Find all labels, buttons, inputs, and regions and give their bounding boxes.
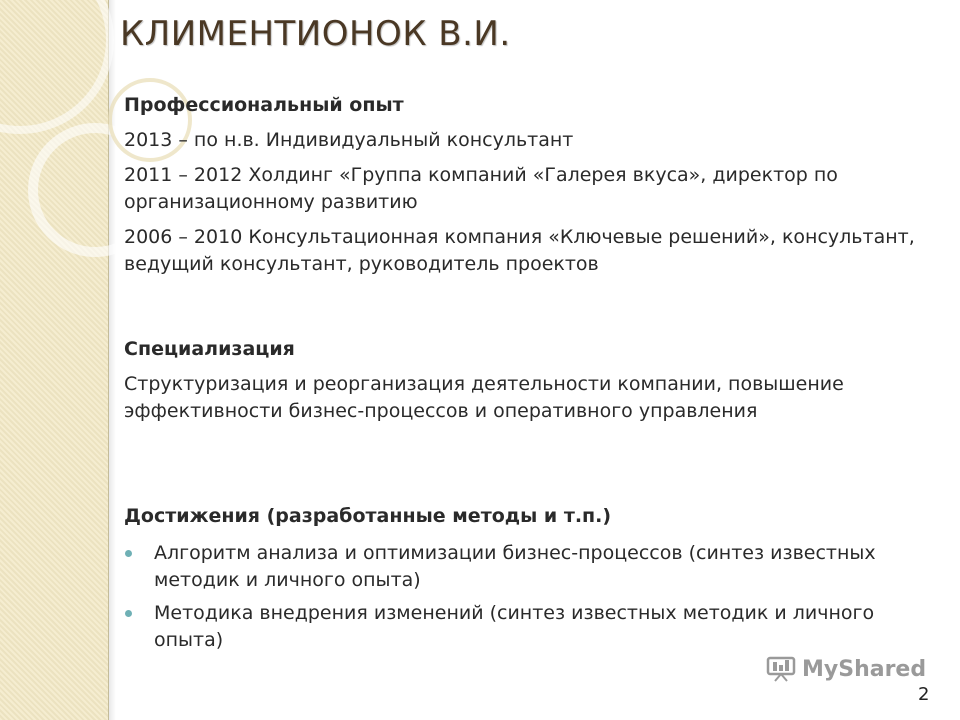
specialization-text: Структуризация и реорганизация деятельности компании, повышение эффективности бизнес-процессов и оперативного управления bbox=[124, 373, 844, 422]
achievements-list bbox=[124, 540, 904, 654]
watermark-text: MyShared bbox=[802, 656, 927, 682]
achievement-text: Методика внедрения изменений (синтез известных методик и личного опыта) bbox=[154, 602, 875, 651]
specialization-heading: Специализация bbox=[124, 338, 295, 360]
experience-item: 2013 – по н.в. Индивидуальный консультант bbox=[124, 129, 574, 151]
specialization-section bbox=[124, 336, 924, 425]
achievements-heading-main: Достижения bbox=[124, 505, 260, 527]
presentation-icon bbox=[766, 656, 796, 682]
list-item bbox=[124, 540, 904, 594]
experience-heading: Профессиональный опыт bbox=[124, 94, 404, 116]
watermark bbox=[766, 656, 926, 682]
experience-item: 2006 – 2010 Консультационная компания «Ключевые решений», консультант, ведущий консультант, руководитель проектов bbox=[124, 226, 915, 275]
page-number: 2 bbox=[918, 684, 930, 705]
achievements-heading-sub: (разработанные методы и т.п.) bbox=[260, 505, 612, 527]
bullet-dot-icon bbox=[125, 610, 132, 617]
bullet-dot-icon bbox=[125, 550, 132, 557]
achievement-text: Алгоритм анализа и оптимизации бизнес-процессов (синтез известных методик и личного опыта) bbox=[154, 542, 876, 591]
experience-section bbox=[124, 92, 924, 278]
experience-item: 2011 – 2012 Холдинг «Группа компаний «Галерея вкуса», директор по организационному развитию bbox=[124, 164, 838, 213]
list-item bbox=[124, 600, 904, 654]
page-title: КЛИМЕНТИОНОК В.И. bbox=[120, 14, 511, 54]
achievements-heading bbox=[124, 503, 924, 530]
